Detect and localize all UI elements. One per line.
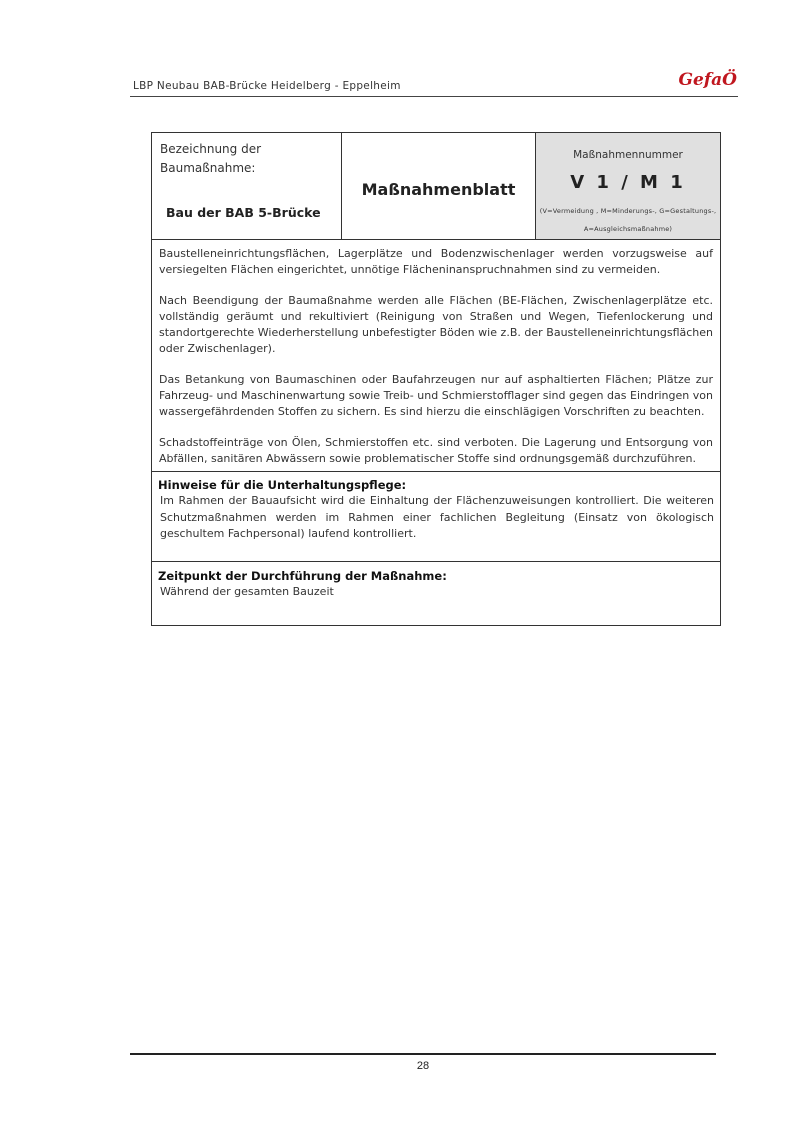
measure-number-key-line2: A=Ausgleichsmaßnahme) <box>583 225 673 233</box>
timing-text: Während der gesamten Bauzeit <box>160 585 334 599</box>
maintenance-section <box>152 472 720 562</box>
description-paragraph: Schadstoffeinträge von Ölen, Schmierstoffen etc. sind verboten. Die Lagerung und Entsorgung von Abfällen, sanitären Abwässern sowie problematischer Stoffe sind ordnungsgemäß durchzuführen. <box>159 435 713 465</box>
description-paragraph: Baustelleneinrichtungsflächen, Lagerplätze und Bodenzwischenlager werden vorzugsweise auf versiegelten Flächen eingerichtet, unnötige Flächeninanspruchnahmen sind zu vermeiden. <box>159 247 713 277</box>
measure-description <box>152 240 720 472</box>
measure-number-value: V 1 / M 1 <box>570 172 686 193</box>
description-paragraph: Das Betankung von Baumaschinen oder Baufahrzeugen nur auf asphaltierten Flächen; Plätze zur Fahrzeug- und Maschinenwartung sowie Treib- und Schmierstofflager sind gegen das Eindringen von wassergefährdenden Stoffen zu sichern. Es sind hierzu die einschlägigen Vorschriften zu beachten. <box>159 372 713 419</box>
page-number: 28 <box>416 1060 430 1072</box>
sheet-header-row <box>152 133 720 240</box>
timing-heading: Zeitpunkt der Durchführung der Maßnahme: <box>158 569 447 584</box>
project-name: Bau der BAB 5-Brücke <box>166 205 321 220</box>
measure-number-cell <box>536 133 720 239</box>
measure-number-label: Maßnahmennummer <box>573 149 683 161</box>
title-cell <box>342 133 536 239</box>
maintenance-heading: Hinweise für die Unterhaltungspflege: <box>158 478 407 493</box>
measure-number-key-line1: (V=Vermeidung , M=Minderungs-, G=Gestaltungs-, <box>539 207 717 215</box>
designation-cell <box>152 133 342 239</box>
timing-section <box>152 562 720 625</box>
footer-divider <box>130 1053 716 1055</box>
maintenance-text: Im Rahmen der Bauaufsicht wird die Einhaltung der Flächenzuweisungen kontrolliert. Die weiteren Schutzmaßnahmen werden im Rahmen einer fachlichen Begleitung (Einsatz von ökologisch geschultem Fachpersonal) laufend kontrolliert. <box>160 494 714 540</box>
header-project-line: LBP Neubau BAB-Brücke Heidelberg - Eppelheim <box>133 80 401 92</box>
gefaoe-logo: GefaÖ <box>678 70 737 90</box>
description-paragraph: Nach Beendigung der Baumaßnahme werden alle Flächen (BE-Flächen, Zwischenlagerplätze etc. vollständig geräumt und rekultiviert (Reinigung von Straßen und Wegen, Tiefenlockerung und standortgerechte Wiederherstellung unbefestigter Böden wie z.B. der Baustelleneinrichtungsflächen oder Zwischenlager). <box>159 293 713 356</box>
measure-sheet <box>151 132 721 626</box>
header-divider <box>130 96 738 97</box>
sheet-title: Maßnahmenblatt <box>361 179 516 199</box>
designation-label: Bezeichnung der Baumaßnahme: <box>160 142 262 175</box>
